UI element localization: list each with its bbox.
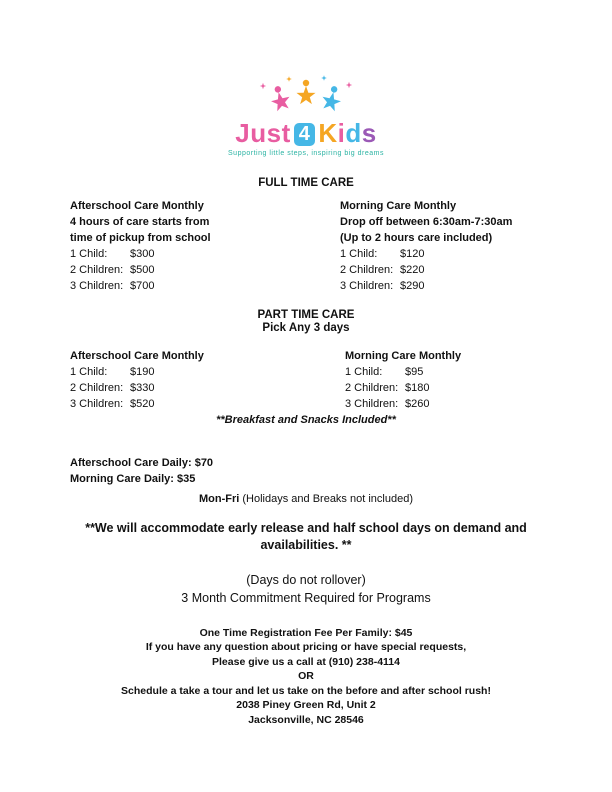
afterschool-note: 4 hours of care starts from [70, 216, 210, 228]
price-value: $330 [130, 382, 155, 394]
afterschool-note: time of pickup from school [70, 232, 211, 244]
logo-letter: i [337, 118, 346, 148]
price-label: 2 Children: [70, 382, 124, 394]
price-label: 3 Children: [345, 398, 399, 410]
price-value: $700 [130, 280, 155, 292]
price-label: 1 Child: [340, 248, 378, 260]
price-label: 2 Children: [345, 382, 399, 394]
price-row [340, 278, 612, 294]
price-row [340, 262, 612, 278]
price-row [345, 380, 612, 396]
price-label: 3 Children: [70, 398, 124, 410]
price-value: $300 [130, 248, 155, 260]
price-row [345, 364, 612, 380]
address-line-2: Jacksonville, NC 28546 [248, 713, 364, 726]
logo-tagline: Supporting little steps, inspiring big dreams [228, 150, 384, 157]
price-row [340, 246, 612, 262]
price-value: $520 [130, 398, 155, 410]
price-row [70, 396, 340, 412]
price-value: $190 [130, 366, 155, 378]
full-time-morning-column [340, 198, 612, 294]
price-value: $220 [400, 264, 425, 276]
price-row [70, 262, 340, 278]
price-row [70, 364, 340, 380]
logo-letter: d [345, 118, 362, 148]
price-row [70, 246, 340, 262]
part-time-morning-column [340, 348, 612, 412]
schedule-days-detail: (Holidays and Breaks not included) [239, 493, 413, 505]
full-time-heading: FULL TIME CARE [258, 177, 354, 189]
logo-word-four: 4 [294, 123, 316, 146]
part-time-subheading: Pick Any 3 days [262, 322, 350, 334]
just4kids-logo [0, 0, 612, 157]
morning-note: (Up to 2 hours care included) [340, 232, 493, 244]
morning-monthly-title: Morning Care Monthly [340, 200, 457, 212]
tour-line: Schedule a take a tour and let us take on the before and after school rush! [121, 684, 491, 697]
or-line: OR [298, 670, 314, 683]
commitment-notice: 3 Month Commitment Required for Programs [181, 590, 431, 605]
price-value: $95 [405, 366, 424, 378]
price-row [70, 380, 340, 396]
schedule-days: Mon-Fri [199, 493, 240, 505]
registration-fee-line: One Time Registration Fee Per Family: $45 [199, 626, 413, 639]
logo-letter: s [361, 118, 377, 148]
price-label: 3 Children: [340, 280, 394, 292]
footer-block [0, 626, 612, 728]
logo-wordmark [0, 120, 612, 146]
daily-rates [0, 455, 612, 487]
logo-letter: K [318, 118, 338, 148]
price-label: 3 Children: [70, 280, 124, 292]
part-time-heading: PART TIME CARE [257, 309, 355, 321]
price-label: 1 Child: [70, 248, 108, 260]
price-value: $500 [130, 264, 155, 276]
phone-line: Please give us a call at (910) 238-4114 [212, 655, 400, 668]
price-value: $120 [400, 248, 425, 260]
logo-word-kids [318, 118, 376, 148]
logo-word-just: Just [235, 118, 291, 148]
full-time-afterschool-column [70, 198, 340, 294]
question-line: If you have any question about pricing or have special requests, [145, 641, 467, 654]
price-label: 2 Children: [70, 264, 124, 276]
morning-note: Drop off between 6:30am-7:30am [340, 216, 513, 228]
price-value: $260 [405, 398, 430, 410]
price-row [345, 396, 612, 412]
snacks-note: **Breakfast and Snacks Included** [216, 414, 396, 426]
afterschool-daily-rate: Afterschool Care Daily: $70 [70, 457, 214, 469]
morning-daily-rate: Morning Care Daily: $35 [70, 473, 196, 485]
price-value: $290 [400, 280, 425, 292]
price-label: 1 Child: [70, 366, 108, 378]
part-time-columns [0, 348, 612, 412]
full-time-columns [0, 198, 612, 294]
rollover-notice: (Days do not rollover) [246, 572, 366, 587]
price-value: $180 [405, 382, 430, 394]
star-figures-icon [231, 72, 381, 118]
afterschool-monthly-title: Afterschool Care Monthly [70, 350, 204, 362]
price-row [70, 278, 340, 294]
accommodation-notice: **We will accommodate early release and half school days on demand and availabilities. ** [85, 521, 527, 552]
morning-monthly-title: Morning Care Monthly [345, 350, 462, 362]
schedule-days-note [0, 493, 612, 505]
afterschool-monthly-title: Afterschool Care Monthly [70, 200, 204, 212]
address-line-1: 2038 Piney Green Rd, Unit 2 [236, 699, 376, 712]
part-time-afterschool-column [70, 348, 340, 412]
price-label: 1 Child: [345, 366, 383, 378]
price-label: 2 Children: [340, 264, 394, 276]
